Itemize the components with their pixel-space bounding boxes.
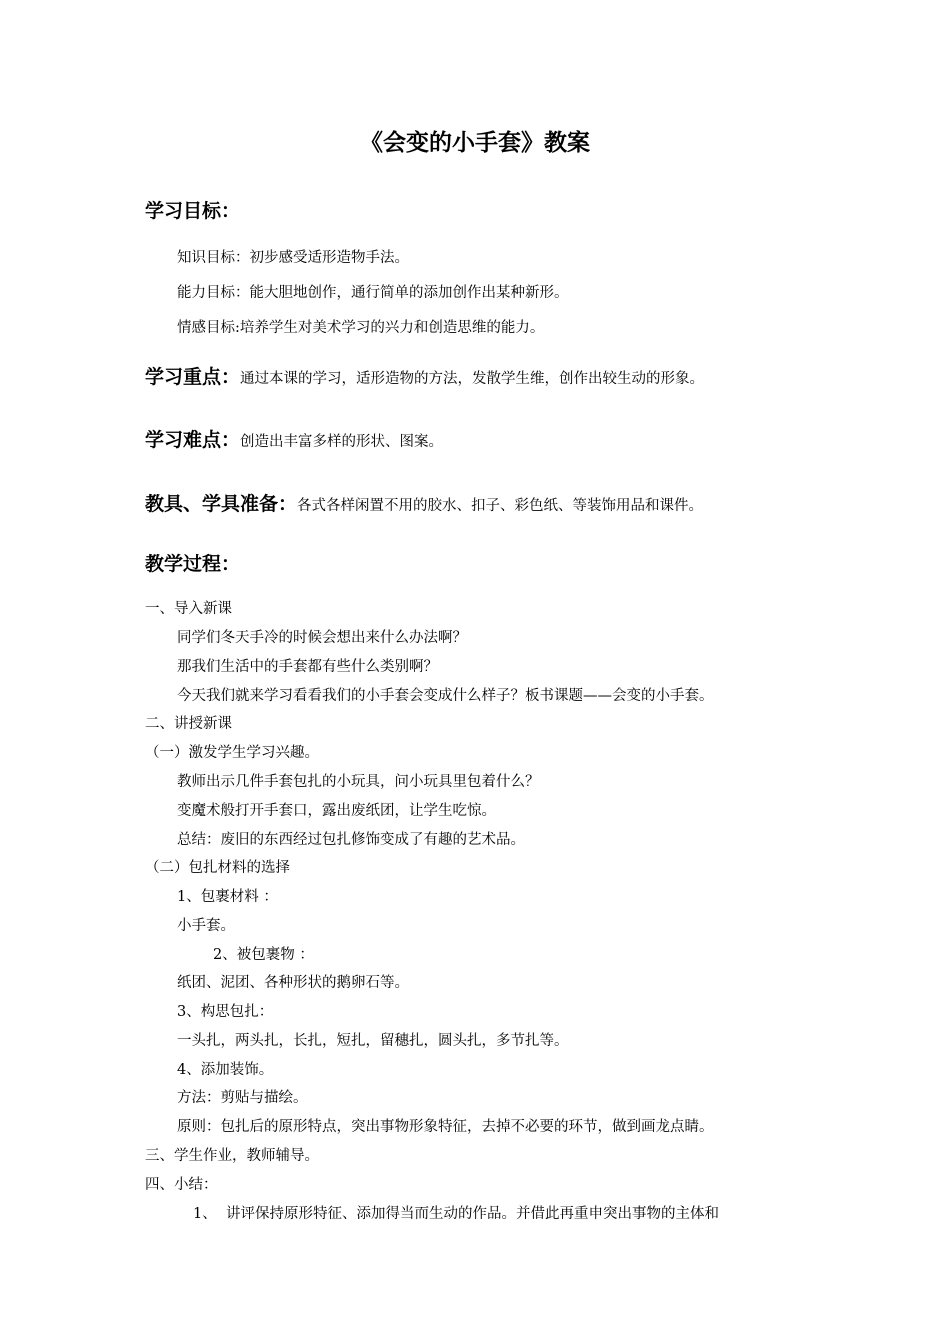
- key-points-section: [145, 362, 704, 389]
- process-line: 三、学生作业，教师辅导。: [145, 1148, 319, 1164]
- difficulties-heading: 学习难点：: [145, 429, 241, 451]
- process-line: 教师出示几件手套包扎的小玩具，问小玩具里包着什么？: [177, 774, 540, 790]
- key-points-heading: 学习重点：: [145, 366, 241, 388]
- objective-knowledge: 知识目标：初步感受适形造物手法。: [177, 250, 409, 266]
- difficulties-section: [145, 425, 443, 452]
- process-line: 四、小结：: [145, 1177, 218, 1193]
- process-line: 今天我们就来学习看看我们的小手套会变成什么样子？板书课题——会变的小手套。: [177, 688, 714, 704]
- process-line: 一、导入新课: [145, 601, 232, 617]
- process-line: （一）激发学生学习兴趣。: [145, 745, 319, 761]
- process-line: 1、包裹材料 ：: [177, 889, 278, 905]
- process-line: 3、构思包扎：: [177, 1004, 274, 1020]
- process-line: 同学们冬天手冷的时候会想出来什么办法啊？: [177, 630, 467, 646]
- process-line: （二）包扎材料的选择: [145, 860, 290, 876]
- process-line: 4、添加装饰。: [177, 1062, 274, 1078]
- process-line: 变魔术般打开手套口，露出废纸团，让学生吃惊。: [177, 803, 496, 819]
- process-line: 总结：废旧的东西经过包扎修饰变成了有趣的艺术品。: [177, 832, 525, 848]
- objective-ability: 能力目标：能大胆地创作，通行简单的添加创作出某种新形。: [177, 285, 569, 301]
- process-line: 1、 讲评保持原形特征、添加得当而生动的作品。并借此再重申突出事物的主体和: [193, 1206, 719, 1222]
- difficulties-text: 创造出丰富多样的形状、图案。: [240, 434, 444, 450]
- materials-section: [145, 489, 703, 516]
- document-title: 《会变的小手套》教案: [360, 130, 590, 156]
- process-line: 小手套。: [177, 918, 235, 934]
- process-line: 一头扎，两头扎，长扎，短扎，留穗扎，圆头扎，多节扎等。: [177, 1033, 569, 1049]
- key-points-text: 通过本课的学习，适形造物的方法，发散学生维，创作出较生动的形象。: [240, 371, 705, 387]
- process-line: 方法：剪贴与描绘。: [177, 1090, 308, 1106]
- objective-emotion: 情感目标:培养学生对美术学习的兴力和创造思维的能力。: [177, 320, 545, 336]
- process-line: 原则：包扎后的原形特点，突出事物形象特征，去掉不必要的环节，做到画龙点睛。: [177, 1119, 714, 1135]
- process-line: 那我们生活中的手套都有些什么类别啊？: [177, 659, 438, 675]
- materials-text: 各式各样闲置不用的胶水、扣子、彩色纸、等装饰用品和课件。: [297, 498, 704, 514]
- objectives-heading: 学习目标：: [145, 200, 241, 222]
- process-line: 纸团、泥团、各种形状的鹅卵石等。: [177, 975, 409, 991]
- materials-heading: 教具、学具准备：: [145, 493, 298, 515]
- process-line: 二、讲授新课: [145, 716, 232, 732]
- process-line: 2、被包裹物 ：: [213, 947, 314, 963]
- process-heading: 教学过程：: [145, 553, 241, 575]
